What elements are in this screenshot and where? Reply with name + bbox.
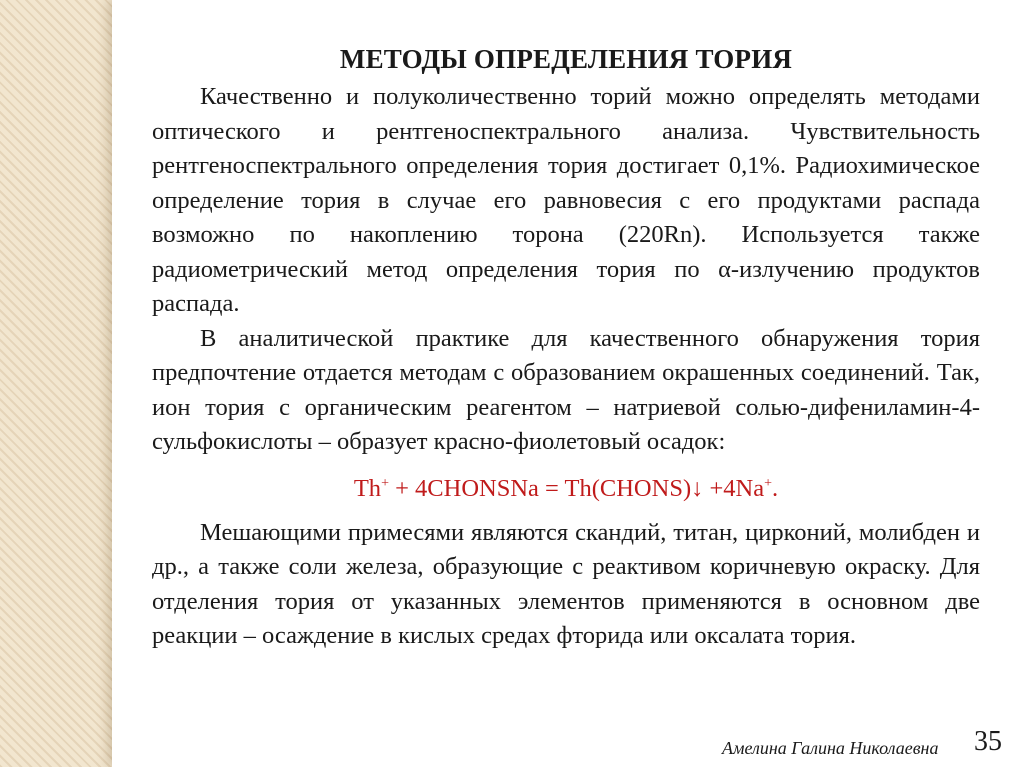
author-name: Амелина Галина Николаевна — [722, 738, 939, 758]
formula-part-2: + 4CHONSNa = Th(CHONS)↓ +4Na — [388, 474, 765, 502]
slide-title: МЕТОДЫ ОПРЕДЕЛЕНИЯ ТОРИЯ — [339, 44, 793, 74]
paragraph-3: Мешающими примесями являются скандий, титан, цирконий, молибден и др., а также соли железа, образующие с реактивом коричневую окраску. Для отделения тория от указанных элементов применяются в основном две реакции – осаждение в кислых средах фторида или оксалата тория. — [152, 518, 980, 649]
reaction-formula — [152, 474, 980, 504]
decorative-stripe — [0, 0, 112, 767]
page-number: 35 — [974, 726, 1002, 757]
formula-part-1: Th — [353, 474, 382, 502]
paragraph-1: Качественно и полуколичественно торий можно определять методами оптического и рентгеноспектрального анализа. Чувствительность рентгеноспектрального определения тория достигает 0,1%. Радиохимическое определение тория в случае его равновесия с его продуктами распада возможно по накоплению торона (220Rn). Используется также радиометрический метод определения тория по α-излучению продуктов распада. — [152, 83, 980, 317]
slide-content — [152, 42, 980, 654]
formula-superscript-1: + — [381, 475, 389, 491]
formula-superscript-2: + — [764, 475, 773, 491]
paragraph-2: В аналитической практике для качественного обнаружения тория предпочтение отдается методам с образованием окрашенных соединений. Так, ион тория с органическим реагентом – натриевой солью-дифениламин-4-сульфокислоты – образует красно-фиолетовый осадок: — [152, 324, 980, 455]
formula-part-3: . — [772, 474, 779, 502]
